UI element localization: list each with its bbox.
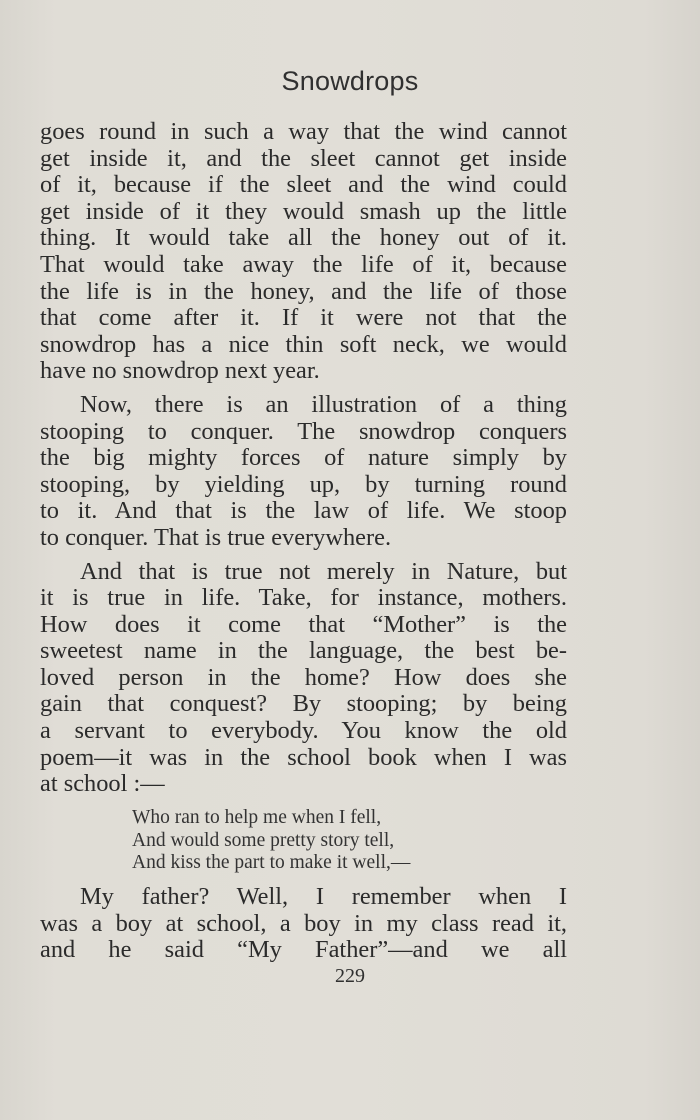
paragraph-2 [40, 392, 567, 552]
paragraph-4 [40, 884, 567, 964]
text-line: get inside it, and the sleet cannot get inside [40, 144, 567, 172]
paragraph-3 [40, 559, 567, 798]
text-line: And that is true not merely in Nature, but [80, 557, 567, 585]
text-line: stooping to conquer. The snowdrop conquers [40, 417, 567, 445]
text-line: have no snowdrop next year. [40, 357, 320, 385]
text-line: How does it come that “Mother” is the [40, 610, 567, 638]
body-text [40, 119, 567, 964]
text-line: to conquer. That is true everywhere. [40, 523, 392, 551]
text-line: loved person in the home? How does she [40, 663, 567, 691]
text-line: sweetest name in the language, the best be- [40, 637, 567, 665]
verse-line: And would some pretty story tell, [132, 829, 395, 851]
text-line: the big mighty forces of nature simply by [40, 444, 567, 472]
text-line: that come after it. If it were not that the [40, 304, 567, 332]
text-line: and he said “My Father”—and we all [40, 936, 567, 964]
text-line: to it. And that is the law of life. We stoop [40, 497, 567, 525]
text-line: Now, there is an illustration of a thing [80, 390, 567, 418]
text-line: of it, because if the sleet and the wind could [40, 171, 567, 199]
text-line: the life is in the honey, and the life of those [40, 277, 567, 305]
text-line: get inside of it they would smash up the little [40, 197, 567, 225]
text-line: gain that conquest? By stooping; by being [40, 690, 567, 718]
text-line: was a boy at school, a boy in my class read it, [40, 909, 567, 937]
verse-quote [132, 807, 567, 875]
text-line: poem—it was in the school book when I was [40, 743, 567, 771]
text-line: snowdrop has a nice thin soft neck, we would [40, 330, 567, 358]
paragraph-1 [40, 119, 567, 385]
text-line: at school :— [40, 770, 165, 798]
page-number: 229 [335, 965, 365, 987]
verse-line: And kiss the part to make it well,— [132, 852, 411, 874]
text-line: thing. It would take all the honey out of it. [40, 224, 567, 252]
text-line: goes round in such a way that the wind cannot [40, 118, 567, 145]
text-line: My father? Well, I remember when I [80, 883, 567, 911]
running-title: Snowdrops [281, 66, 419, 96]
text-line: it is true in life. Take, for instance, mothers. [40, 584, 567, 612]
text-line: That would take away the life of it, because [40, 250, 567, 278]
text-line: stooping, by yielding up, by turning round [40, 470, 567, 498]
verse-line: Who ran to help me when I fell, [132, 806, 382, 828]
text-line: a servant to everybody. You know the old [40, 717, 567, 745]
